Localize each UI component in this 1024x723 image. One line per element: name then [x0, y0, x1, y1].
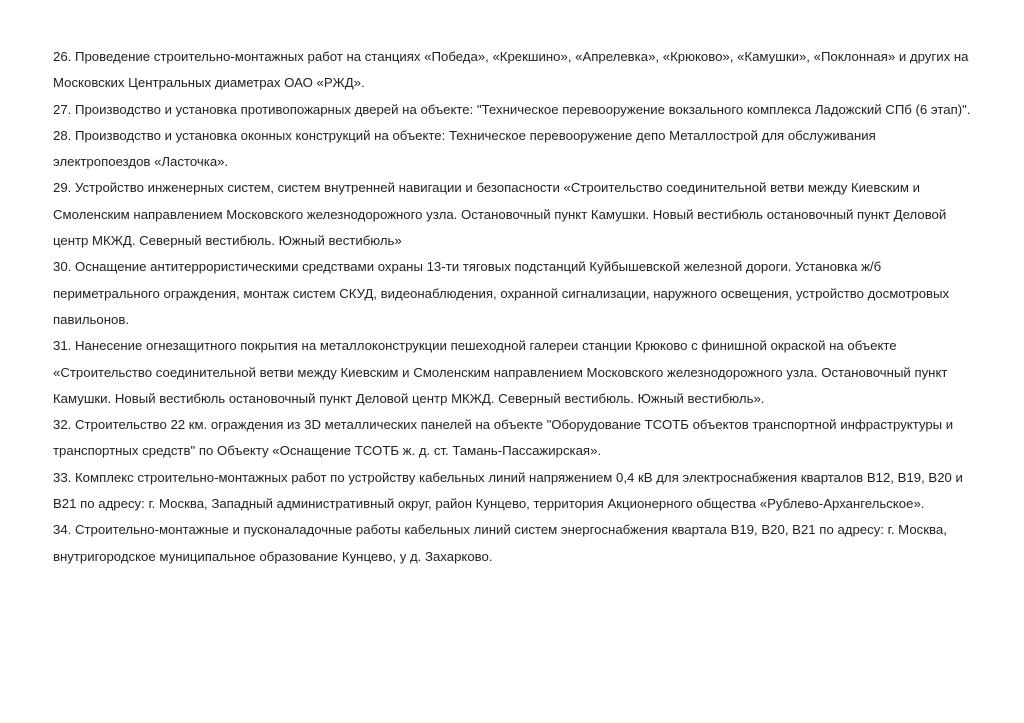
list-item-26: 26. Проведение строительно-монтажных работ на станциях «Победа», «Крекшино», «Апрелевка», «Крюково», «Камушки», «Поклонная» и других на Московских Центральных диаметрах ОАО «РЖД».: [53, 49, 969, 91]
list-item-31: 31. Нанесение огнезащитного покрытия на металлоконструкции пешеходной галереи станции Крюково с финишной окраской на объекте «Строительство соединительной ветви между Киевским и Смоленским направлением Московского железнодорожного узла. Остановочный пункт Камушки. Новый вестибюль остановочный пункт Деловой центр МКЖД. Северный вестибюль. Южный вестибюль».: [53, 338, 948, 406]
list-item-30: 30. Оснащение антитеррористическими средствами охраны 13-ти тяговых подстанций Куйбышевской железной дороги. Установка ж/б периметрального ограждения, монтаж систем СКУД, видеонаблюдения, охранной сигнализации, наружного освещения, устройство досмотровых павильонов.: [53, 259, 950, 327]
list-item-32: 32. Строительство 22 км. ограждения из 3D металлических панелей на объекте "Оборудование ТСОТБ объектов транспортной инфраструктуры и транспортных средств" по Объекту «Оснащение ТСОТБ ж. д. ст. Тамань-Пассажирская».: [53, 417, 954, 459]
document-page: [53, 44, 973, 570]
list-item-34: 34. Строительно-монтажные и пусконаладочные работы кабельных линий систем энергоснабжения квартала В19, В20, В21 по адресу: г. Москва, внутригородское муниципальное образование Кунцево, у д. Захарково.: [53, 522, 947, 564]
list-item-29: 29. Устройство инженерных систем, систем внутренней навигации и безопасности «Строительство соединительной ветви между Киевским и Смоленским направлением Московского железнодорожного узла. Остановочный пункт Камушки. Новый вестибюль остановочный пункт Деловой центр МКЖД. Северный вестибюль. Южный вестибюль»: [53, 180, 947, 249]
list-item-33: 33. Комплекс строительно-монтажных работ по устройству кабельных линий напряжением 0,4 кВ для электроснабжения кварталов В12, В19, В20 и В21 по адресу: г. Москва, Западный административный округ, район Кунцево, территория Акционерного общества «Рублево-Архангельское».: [53, 469, 963, 512]
list-item-28: 28. Производство и установка оконных конструкций на объекте: Техническое перевооружение депо Металлострой для обслуживания электропоездов «Ласточка».: [53, 127, 876, 170]
list-item-27: 27. Производство и установка противопожарных дверей на объекте: "Техническое перевооружение вокзального комплекса Ладожский СПб (6 этап)".: [53, 101, 971, 117]
